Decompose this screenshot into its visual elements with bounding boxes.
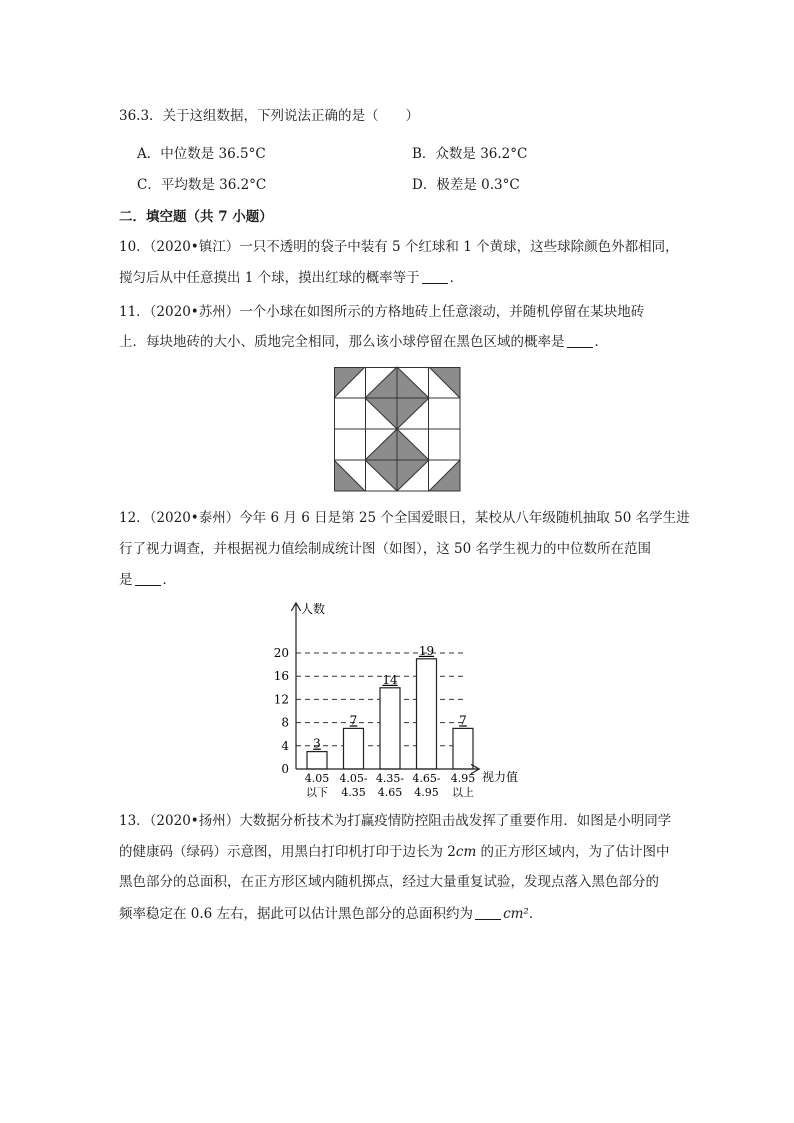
y-tick-label: 0 — [281, 762, 289, 776]
x-axis-label: 视力值 — [482, 770, 519, 784]
question-11-text: 上．每块地砖的大小、质地完全相同，那么该小球停留在黑色区域的概率是 — [119, 334, 565, 350]
unit-cm: cm — [455, 844, 477, 860]
bar — [344, 728, 364, 769]
question-11-line1: 11．（2020•苏州）一个小球在如图所示的方格地砖上任意滚动，并随机停留在某块地砖 — [119, 304, 645, 320]
answer-blank — [567, 333, 593, 348]
y-tick-label: 16 — [273, 669, 289, 684]
bar — [307, 752, 327, 769]
answer-blank — [135, 571, 161, 586]
y-tick-label: 8 — [281, 715, 289, 730]
question-12-line3 — [119, 570, 176, 590]
question-10-text: 搅匀后从中任意摸出 1 个球，摸出红球的概率等于 — [119, 270, 420, 286]
question-13-line3: 黑色部分的总面积，在正方形区域内随机掷点，经过大量重复试验，发现点落入黑色部分的 — [119, 874, 659, 890]
question-13-end: ． — [528, 906, 543, 922]
x-tick-label: 4.05 — [304, 772, 330, 785]
question-13-text-c: 频率稳定在 0.6 左右，据此可以估计黑色部分的总面积约为 — [119, 906, 474, 922]
x-tick-labels — [305, 772, 476, 799]
question-11-end: ． — [594, 334, 608, 350]
bar-value-label: 14 — [382, 672, 398, 687]
x-tick-label: 4.35 — [341, 786, 366, 799]
chart-bars — [307, 644, 473, 769]
question-12-line2: 行了视力调查，并根据视力值绘制成统计图（如图），这 50 名学生视力的中位数所在范围 — [119, 541, 652, 557]
y-tick-label: 4 — [281, 738, 289, 753]
question-13-line4 — [119, 904, 542, 924]
question-13-line1: 13．（2020•扬州）大数据分析技术为打赢疫情防控阻击战发挥了重要作用．如图是小明同学 — [119, 813, 672, 829]
unit-cm2: cm² — [503, 906, 529, 922]
bar — [417, 659, 437, 769]
x-tick-label: 4.95 — [414, 786, 439, 799]
question-10-line2 — [119, 268, 463, 288]
x-tick-label: 4.35- — [375, 772, 405, 785]
question-13-text-a: 的健康码（绿码）示意图，用黑白打印机打印于边长为 2 — [119, 844, 456, 860]
bar — [453, 728, 473, 769]
x-tick-label: 4.95 — [450, 772, 476, 785]
question-13-line2 — [119, 842, 670, 862]
bar-value-label: 19 — [418, 643, 435, 658]
x-tick-label: 4.65 — [377, 786, 403, 799]
x-tick-label: 以上 — [452, 786, 474, 799]
y-tick-label: 12 — [273, 692, 289, 707]
bar-value-label: 7 — [459, 713, 467, 728]
x-tick-label: 4.65- — [412, 772, 441, 785]
y-tick-labels — [274, 646, 290, 776]
answer-blank — [422, 269, 448, 284]
vision-bar-chart — [268, 598, 519, 803]
bar-value-label: 3 — [313, 736, 321, 751]
bar-value-label: 7 — [349, 713, 358, 728]
option-b: B．众数是 36.2°C — [412, 146, 528, 162]
answer-blank — [475, 905, 501, 920]
option-d: D．极差是 0.3°C — [412, 177, 520, 193]
question-10-line1: 10．（2020•镇江）一只不透明的袋子中装有 5 个红球和 1 个黄球，这些球除颜色外都相同， — [119, 239, 679, 255]
x-tick-label: 4.05- — [339, 772, 368, 785]
question-12-text: 是 — [119, 572, 133, 588]
question-36-3-stem: 36.3．关于这组数据，下列说法正确的是（ ） — [119, 108, 420, 124]
tile-floor-figure — [334, 367, 461, 492]
question-11-line2 — [119, 332, 608, 352]
question-12-end: ． — [162, 572, 176, 588]
option-c: C．平均数是 36.2°C — [137, 177, 267, 193]
bar — [380, 688, 400, 769]
option-a: A．中位数是 36.5°C — [137, 146, 266, 162]
y-tick-label: 20 — [273, 646, 289, 660]
question-13-text-b: 的正方形区域内，为了估计图中 — [476, 844, 670, 860]
question-12-line1: 12．（2020•泰州）今年 6 月 6 日是第 25 个全国爱眼日，某校从八年级随机抽取 50 名学生进 — [119, 510, 690, 526]
question-10-end: ． — [449, 270, 464, 286]
y-axis-label: 人数 — [301, 602, 326, 616]
x-tick-label: 以下 — [306, 786, 328, 799]
section-title: 二．填空题（共 7 小题） — [119, 209, 273, 225]
